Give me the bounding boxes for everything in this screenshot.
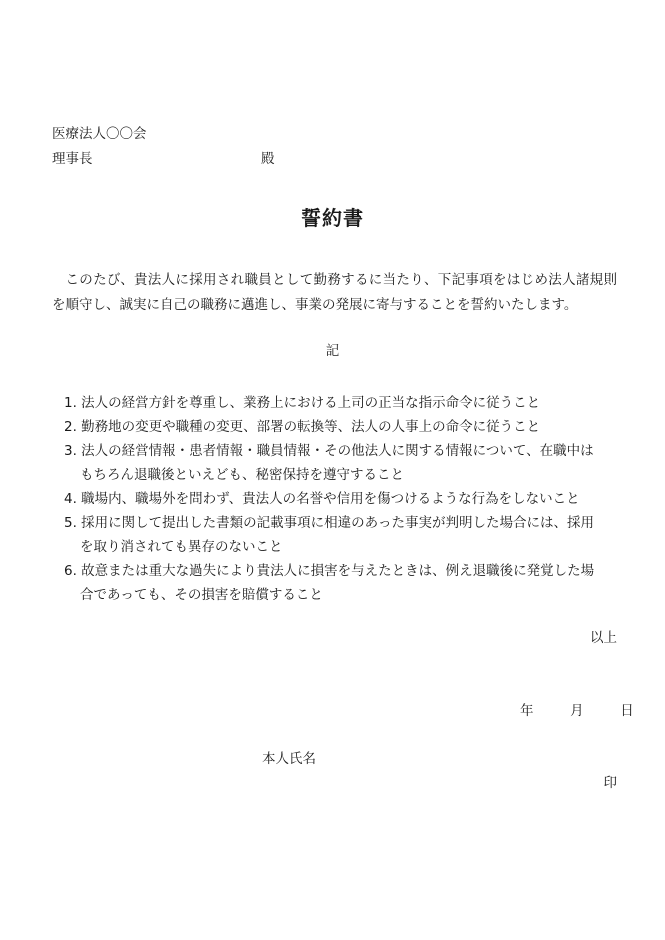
pledge-line: 3. 法人の経営情報・患者情報・職員情報・その他法人に関する情報について、在職中は <box>64 443 594 459</box>
document-title: 誓約書 <box>301 206 364 230</box>
pledge-line: 2. 勤務地の変更や職種の変更、部署の転換等、法人の人事上の命令に従うこと <box>64 419 541 435</box>
pledge-line-continuation: もちろん退職後といえども、秘密保持を遵守すること <box>80 467 404 483</box>
addressee-title: 理事長 <box>52 151 93 167</box>
signer-label: 本人氏名 <box>262 751 316 767</box>
closing-ijo: 以上 <box>590 630 617 646</box>
seal-label: 印 <box>603 775 617 791</box>
pledge-list <box>64 391 617 607</box>
intro-paragraph: このたび、貴法人に採用され職員として勤務するに当たり、下記事項をはじめ法人諸規則を順守し、誠実に自己の職務に邁進し、事業の発展に寄与することを誓約いたします。 <box>52 272 617 313</box>
date-year-label: 年 <box>520 703 534 719</box>
pledge-item <box>64 511 617 559</box>
pledge-line-continuation: 合であっても、その損害を賠償すること <box>80 587 323 603</box>
pledge-item <box>64 391 617 415</box>
addressee-organization: 医療法人〇〇会 <box>52 126 147 142</box>
pledge-item <box>64 487 617 511</box>
pledge-line: 5. 採用に関して提出した書類の記載事項に相違のあった事実が判明した場合には、採用 <box>64 515 595 531</box>
pledge-item <box>64 439 617 487</box>
pledge-item <box>64 559 617 607</box>
date-line <box>520 705 634 719</box>
pledge-line: 1. 法人の経営方針を尊重し、業務上における上司の正当な指示命令に従うこと <box>64 395 541 411</box>
pledge-line: 4. 職場内、職場外を問わず、貴法人の名誉や信用を傷つけるような行為をしないこと <box>64 491 580 507</box>
date-month-label: 月 <box>570 703 584 719</box>
pledge-line-continuation: を取り消されても異存のないこと <box>80 539 283 555</box>
ki-heading: 記 <box>325 343 340 359</box>
pledge-item <box>64 415 617 439</box>
date-day-label: 日 <box>620 703 634 719</box>
addressee-honorific: 殿 <box>261 151 275 167</box>
pledge-line: 6. 故意または重大な過失により貴法人に損害を与えたときは、例え退職後に発覚した場 <box>64 563 595 579</box>
